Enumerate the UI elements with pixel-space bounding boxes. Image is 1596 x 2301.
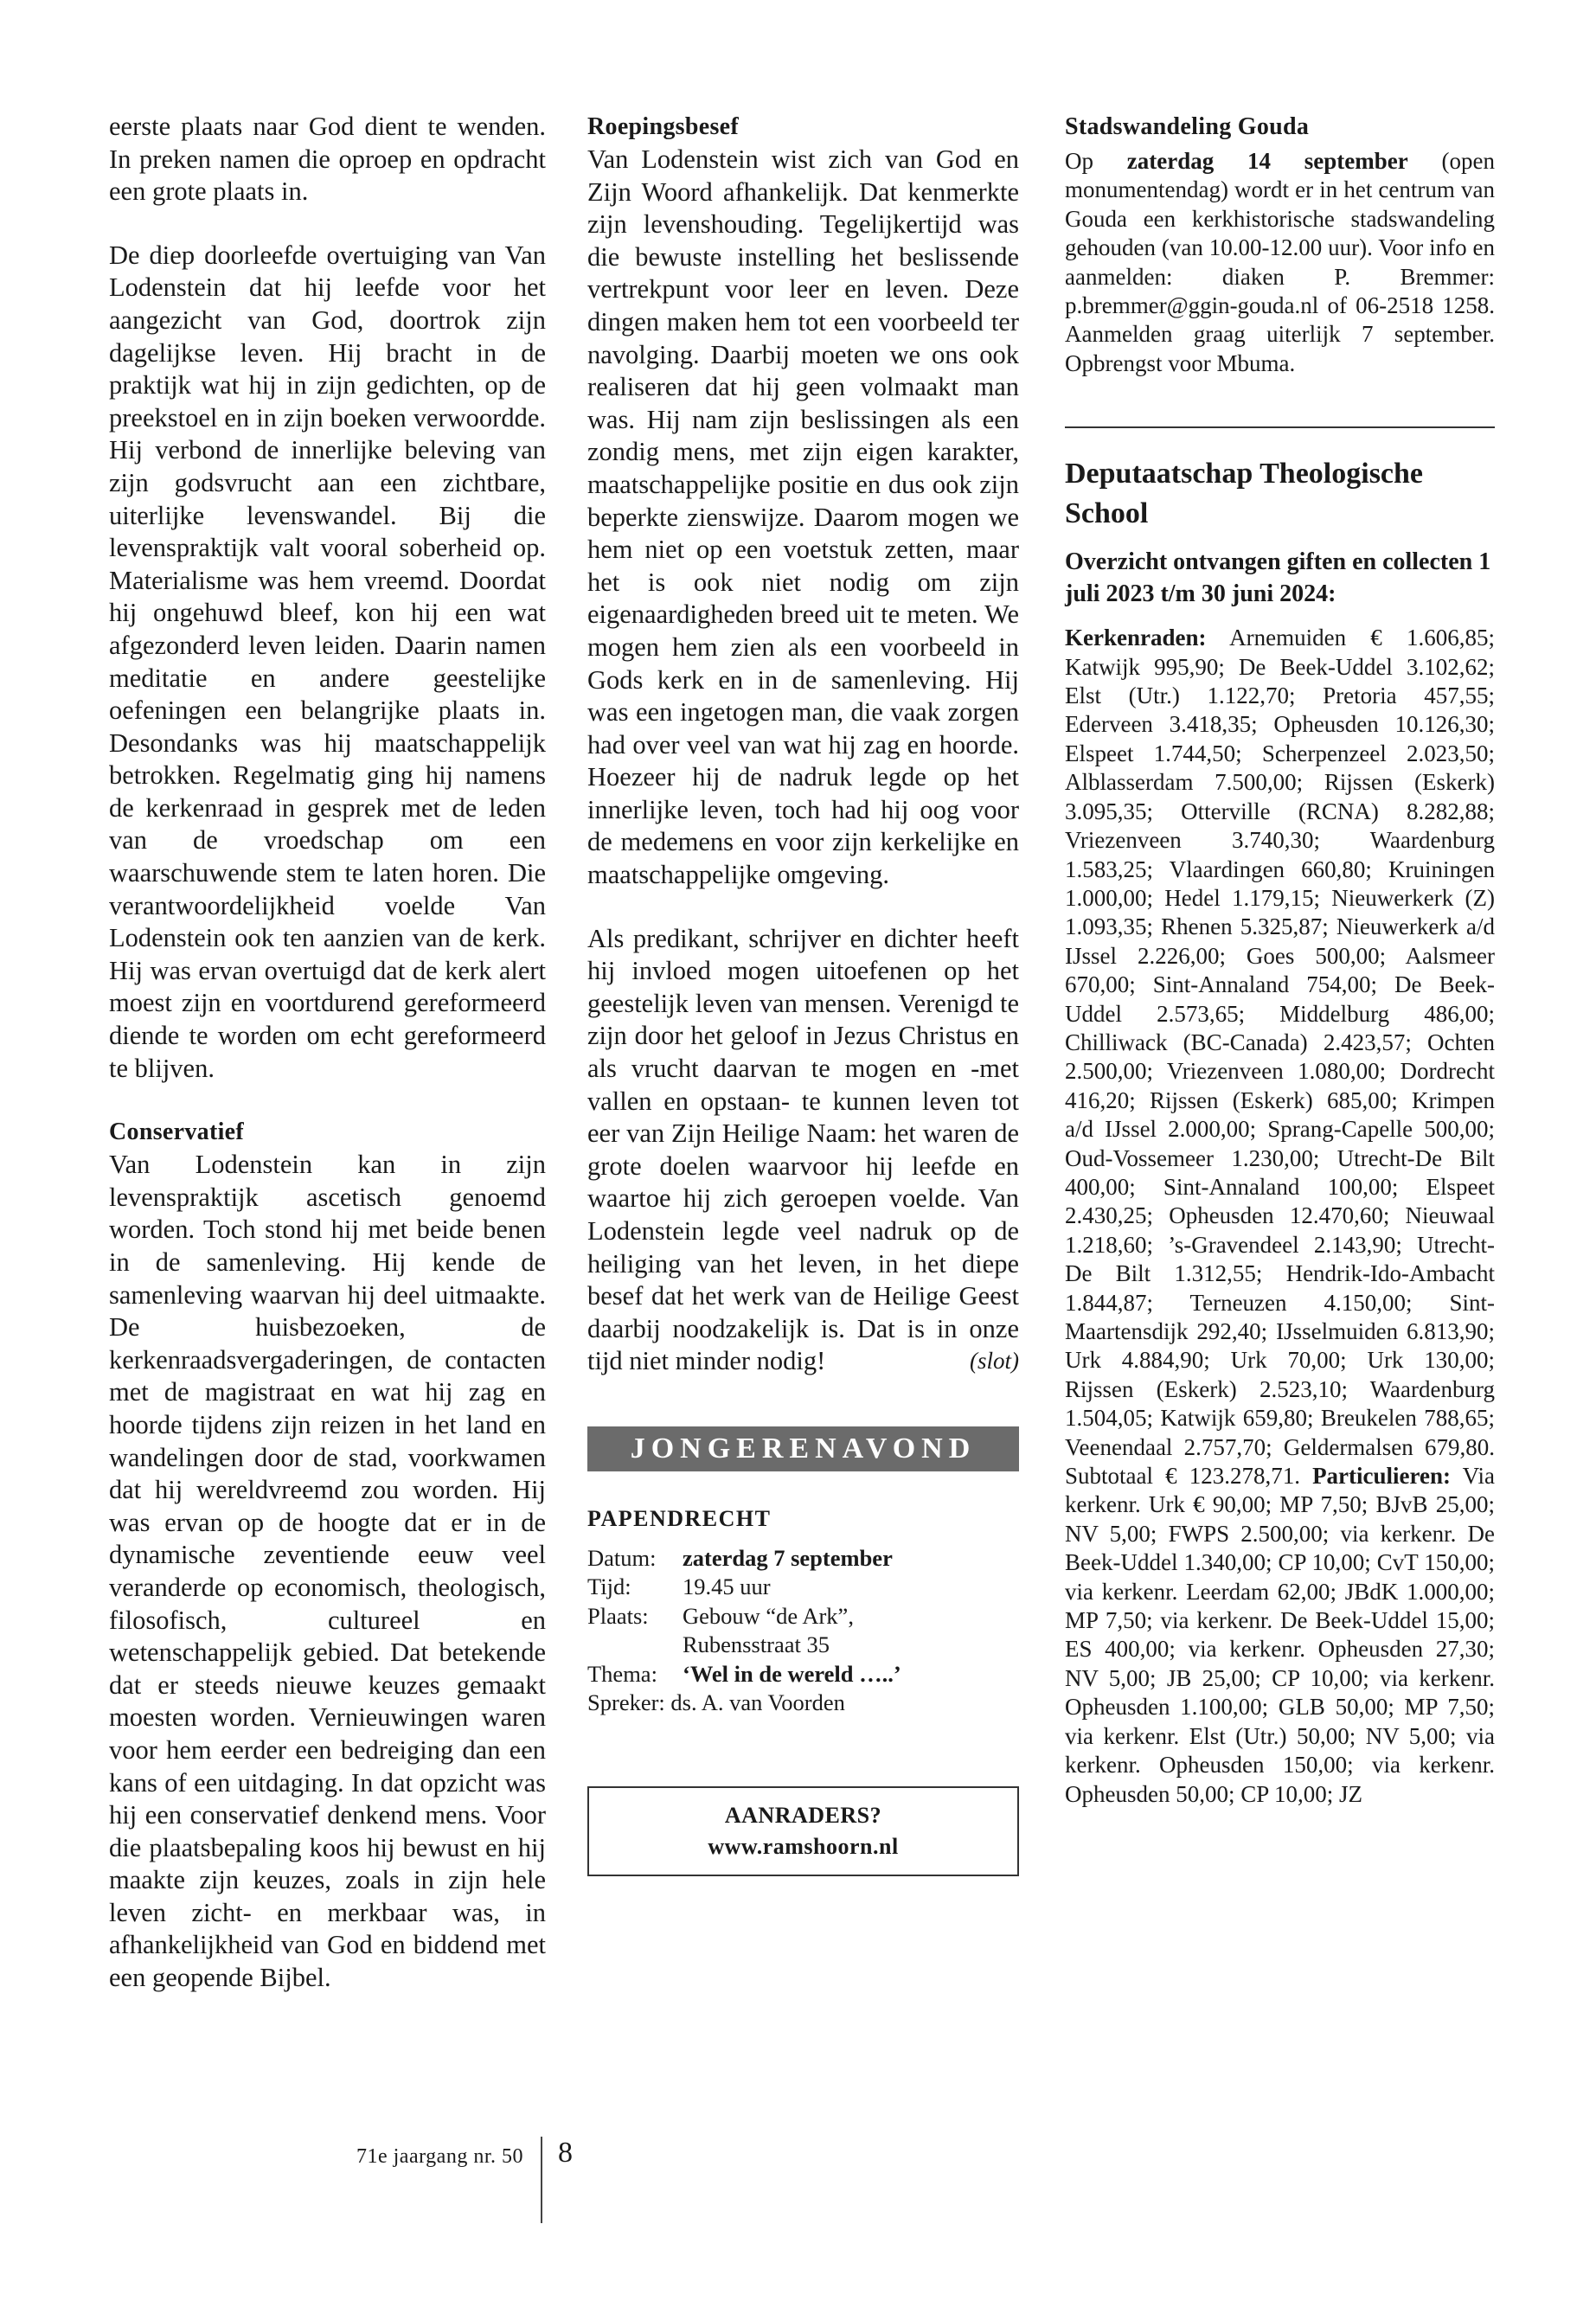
paragraph: eerste plaats naar God dient te wenden. In preken namen die oproep en opdracht een grote plaats in. [109, 112, 546, 207]
event-value: zaterdag 7 september [683, 1544, 893, 1571]
box-link[interactable]: www.ramshoorn.nl [708, 1834, 899, 1860]
paragraph: De diep doorleefde overtuiging van Van Lodenstein dat hij leefde voor het aangezicht van God, doortrok zijn dagelijkse leven. Hij bracht in de praktijk wat hij in zijn gedichten, op de preekstoel en in zijn boeken verwoordde. Hij verbond de innerlijke beleving van zijn godsvrucht aan een zichtbare, uiterlijke levenswandel. Bij die levenspraktijk valt vooral soberheid op. Materialisme was hem vreemd. Doordat hij ongehuwd bleef, kon hij een wat afgezonderd leven leiden. Daarin namen meditatie en andere geestelijke oefeningen een belangrijke plaats in. Desondanks was hij maatschappelijk betrokken. Regelmatig ging hij namens de kerkenraad in gesprek met de leden van de vroedschap om een waarschuwende stem te laten horen. Die verantwoordelijkheid voelde Van Lodenstein ook ten aanzien van de kerk. Hij was ervan overtuigd dat de kerk alert moest zijn en voortdurend gereformeerd diende te worden om echt gereformeerd te blijven. [109, 240, 546, 1083]
footer-divider [541, 2137, 542, 2223]
event-row [587, 1631, 901, 1659]
recommendation-box [587, 1786, 1019, 1876]
paragraph: Van Lodenstein wist zich van God en Zijn Woord afhankelijk. Dat kenmerkte zijn levenshouding. Tegelijkertijd was die bewuste instelling het beslissende vertrekpunt voor leer en leven. Deze dingen maken hem tot een voorbeeld ter navolging. Daarbij moeten we ons ook realiseren dat hij geen volmaakt man was. Hij nam zijn beslissingen als een zondig mens, met zijn eigen karakter, maatschappelijke positie en dus ook zijn beperkte zienswijze. Daarom mogen we hem niet op een voetstuk zetten, maar het is ook niet nodig om zijn eigenaardigheden breed uit te meten. We mogen hem zien als een voorbeeld in Gods kerk en in de samenleving. Hij was een ingetogen man, die vaak zorgen had over veel van wat hij zag en hoorde. Hoezeer hij de nadruk legde op het innerlijke leven, toch had hij oog voor de medemens en voor zijn kerkelijke en maatschappelijke omgeving. [587, 144, 1019, 890]
text-run: (open monumentendag) wordt er in het centrum van Gouda een kerkhistorische stadswandeling gehouden (van 10.00-12.00 uur). Voor info en aanmelden: diaken P. Bremmer: p.bremmer@ggin-gouda.nl of 06-2518 1258. Aanmelden graag uiterlijk 7 september. Opbrengst voor Mbuma. [1065, 148, 1495, 376]
donations-list: Via kerkenr. Urk € 90,00; MP 7,50; BJvB 25,00; NV 5,00; FWPS 2.500,00; via kerkenr. De Beek-Uddel 1.340,00; CP 10,00; CvT 150,00; via kerkenr. Leerdam 62,00; JBdK 1.000,00; MP 7,50; via kerkenr. De Beek-Uddel 15,00; ES 400,00; via kerkenr. Opheusden 27,30; NV 5,00; JB 25,00; CP 10,00; via kerkenr. Opheusden 1.100,00; GLB 50,00; MP 7,50; via kerkenr. Elst (Utr.) 50,00; NV 5,00; via kerkenr. Opheusden 150,00; via kerkenr. Opheusden 50,00; CP 10,00; JZ [1065, 1463, 1495, 1807]
box-title: AANRADERS? [724, 1803, 882, 1829]
paragraph [587, 923, 1019, 1378]
event-speaker: Spreker: ds. A. van Voorden [587, 1689, 845, 1715]
event-banner: JONGERENAVOND [587, 1426, 1019, 1471]
event-row [587, 1602, 901, 1631]
event-label: Tijd: [587, 1574, 631, 1600]
event-row [587, 1544, 901, 1573]
section-heading: Stadswandeling Gouda [1065, 113, 1310, 140]
donations-label: Kerkenraden: [1065, 625, 1207, 651]
journal-issue: 71e jaargang nr. 50 [356, 2145, 523, 2168]
event-label: Datum: [587, 1544, 657, 1571]
event-value: ‘Wel in de wereld …..’ [683, 1660, 901, 1687]
column-3 [1065, 111, 1495, 1809]
event-value: 19.45 uur [683, 1574, 771, 1600]
event-row [587, 1660, 901, 1689]
page-number: 8 [558, 2137, 573, 2169]
event-details [587, 1544, 901, 1717]
event-label: Thema: [587, 1660, 657, 1687]
event-value: Gebouw “de Ark”, [683, 1602, 854, 1629]
donations-list: Arnemuiden € 1.606,85; Katwijk 995,90; De Beek-Uddel 3.102,62; Elst (Utr.) 1.122,70; Pretoria 457,55; Ederveen 3.418,35; Opheusden 10.126,30; Elspeet 1.744,50; Scherpenzeel 2.023,50; Alblasserdam 7.500,00; Rijssen (Eskerk) 3.095,35; Otterville (RCNA) 8.282,88; Vriezenveen 3.740,30; Waardenburg 1.583,25; Vlaardingen 660,80; Kruiningen 1.000,00; Hedel 1.179,15; Nieuwerkerk (Z) 1.093,35; Rhenen 5.325,87; Nieuwerkerk a/d IJssel 2.226,00; Goes 500,00; Aalsmeer 670,00; Sint-Annaland 754,00; De Beek-Uddel 2.573,65; Middelburg 486,00; Chilliwack (BC-Canada) 2.423,57; Ochten 2.500,00; Vriezenveen 1.080,00; Dordrecht 416,20; Rijssen (Eskerk) 685,00; Krimpen a/d IJssel 2.000,00; Sprang-Capelle 500,00; Oud-Vossemeer 1.230,00; Utrecht-De Bilt 400,00; Sint-Annaland 100,00; Elspeet 2.430,25; Opheusden 12.470,60; Nieuwaal 1.218,60; ’s-Gravendeel 2.143,90; Utrecht-De Bilt 1.312,55; Hendrik-Ido-Ambacht 1.844,87; Terneuzen 4.150,00; Sint-Maartensdijk 292,40; IJsselmuiden 6.813,90; Urk 4.884,90; Urk 70,00; Urk 130,00; Rijssen (Eskerk) 2.523,10; Waardenburg 1.504,05; Katwijk 659,80; Breukelen 788,65; Veenendaal 2.757,70; Geldermalsen 679,80. Subtotaal € 123.278,71. [1065, 625, 1495, 1490]
paragraph: Van Lodenstein kan in zijn levenspraktijk ascetisch genoemd worden. Toch stond hij met beide benen in de samenleving. Hij kende de samenleving waarvan hij deel uitmaakte. De huisbezoeken, de kerkenraadsvergaderingen, de contacten met de magistraat en wat hij zag en hoorde tijdens zijn reizen in het land en wandelingen door de stad, voorkwamen dat hij wereldvreemd zou worden. Hij was ervan op de hoogte dat er in de dynamische zeventiende eeuw veel veranderde op economisch, theologisch, filosofisch, cultureel en wetenschappelijk gebied. Dat betekende dat er steeds nieuwe keuzes gemaakt moesten worden. Vernieuwingen waren voor hem eerder een bedreiging dan een kans of een uitdaging. In dat opzicht was hij een conservatief denkend mens. Voor die plaatsbepaling koos hij bewust en hij maakte zijn keuzes, zoals in zijn hele leven zicht- en merkbaar was, in afhankelijkheid van God en biddend met een geopende Bijbel. [109, 1150, 546, 1993]
column-2 [587, 111, 1019, 1876]
divider [1065, 426, 1495, 428]
section-subheading: Overzicht ontvangen giften en collecten 1 juli 2023 t/m 30 juni 2024: [1065, 548, 1491, 608]
paragraph-text: Als predikant, schrijver en dichter heeft hij invloed mogen uitoefenen op het geestelijk leven van mensen. Verenigd te zijn door het geloof in Jezus Christus en als vrucht daarvan te mogen en -met vallen en opstaan- te kunnen leven tot eer van Zijn Heilige Naam: het waren de grote doelen waarvoor hij leefde en waartoe hij zich geroepen voelde. Van Lodenstein legde veel nadruk op de heiliging van het leven, in het diepe besef dat het werk van de Heilige Geest daarbij noodzakelijk is. Dat is in onze tijd niet minder nodig! [587, 923, 1019, 1376]
event-label [587, 1631, 683, 1659]
section-heading: Deputaatschap Theologische School [1065, 458, 1424, 530]
slot-marker: (slot) [970, 1348, 1019, 1375]
donations-label: Particulieren: [1312, 1463, 1452, 1490]
event-date: zaterdag 14 september [1126, 148, 1408, 174]
event-row [587, 1573, 901, 1601]
paragraph [1065, 147, 1495, 378]
donations-text [1065, 624, 1495, 1809]
event-label: Plaats: [587, 1602, 649, 1629]
section-heading: Roepingsbesef [587, 113, 740, 140]
text-run: Op [1065, 148, 1127, 174]
event-location-heading: PAPENDRECHT [587, 1505, 772, 1531]
event-row [587, 1689, 901, 1717]
section-heading: Conservatief [109, 1118, 245, 1146]
event-value: Rubensstraat 35 [683, 1631, 830, 1658]
column-1 [109, 111, 546, 2026]
